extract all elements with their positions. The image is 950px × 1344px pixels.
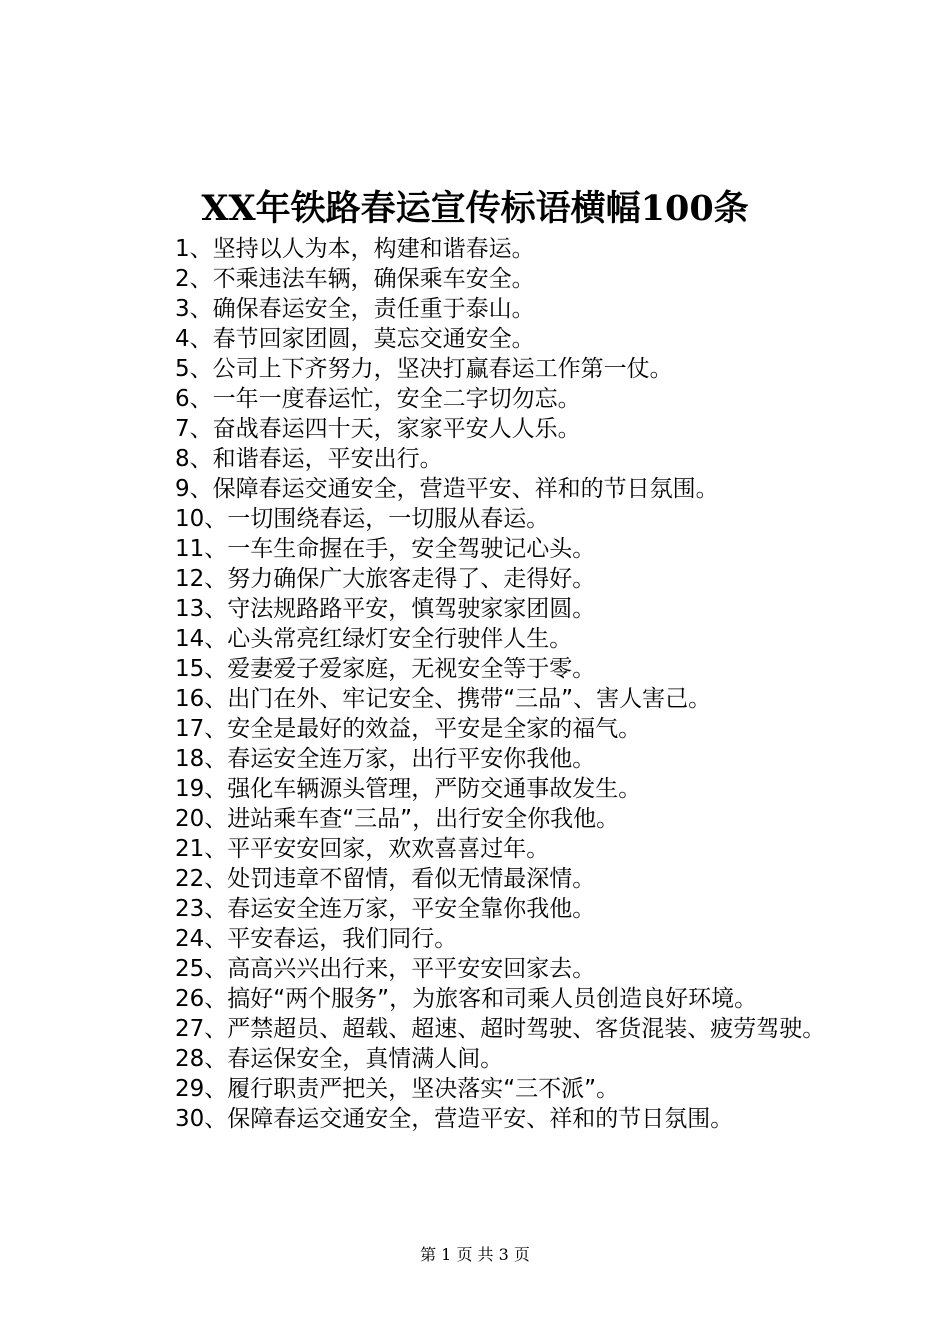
list-item (129, 834, 839, 864)
slogan-text: 25、高高兴兴出行来，平平安安回家去。 (175, 956, 596, 982)
page-number-footer: 第 1 页 共 3 页 (420, 1245, 530, 1264)
slogan-text: 6、一年一度春运忙，安全二字切勿忘。 (175, 386, 581, 412)
slogan-text: 11、一车生命握在手，安全驾驶记心头。 (175, 536, 596, 562)
slogan-text: 16、出门在外、牢记安全、携带“三品”、害人害己。 (175, 686, 712, 712)
list-item (129, 954, 839, 984)
slogan-text: 24、平安春运，我们同行。 (175, 926, 458, 952)
list-item (129, 444, 839, 474)
list-item (129, 384, 839, 414)
slogan-text: 2、不乘违法车辆，确保乘车安全。 (175, 266, 535, 292)
list-item (129, 684, 839, 714)
slogan-text: 15、爱妻爱子爱家庭，无视安全等于零。 (175, 656, 596, 682)
slogan-text: 7、奋战春运四十天，家家平安人人乐。 (175, 416, 581, 442)
slogan-text: 20、进站乘车查“三品”，出行安全你我他。 (175, 806, 620, 832)
list-item (129, 984, 839, 1014)
list-item (129, 1074, 839, 1104)
list-item (129, 714, 839, 744)
list-item (129, 534, 839, 564)
slogan-text: 4、春节回家团圆，莫忘交通安全。 (175, 326, 535, 352)
list-item (129, 1044, 839, 1074)
slogan-text: 8、和谐春运，平安出行。 (175, 446, 443, 472)
list-item (129, 354, 839, 384)
slogan-text: 1、坚持以人为本，构建和谐春运。 (175, 236, 535, 262)
slogan-text: 14、心头常亮红绿灯安全行驶伴人生。 (175, 626, 573, 652)
list-item (129, 774, 839, 804)
list-item (129, 324, 839, 354)
list-item (129, 564, 839, 594)
slogan-text: 19、强化车辆源头管理，严防交通事故发生。 (175, 776, 642, 802)
list-item (129, 264, 839, 294)
slogan-text: 5、公司上下齐努力，坚决打赢春运工作第一仗。 (175, 356, 673, 382)
slogan-text: 9、保障春运交通安全，营造平安、祥和的节日氛围。 (175, 476, 719, 502)
slogan-text: 30、保障春运交通安全，营造平安、祥和的节日氛围。 (175, 1106, 734, 1132)
list-item (129, 1014, 839, 1044)
document-title: XX年铁路春运宣传标语横幅100条 (201, 188, 749, 229)
list-item (129, 504, 839, 534)
list-item (129, 624, 839, 654)
slogan-text: 17、安全是最好的效益，平安是全家的福气。 (175, 716, 642, 742)
slogan-text: 3、确保春运安全，责任重于泰山。 (175, 296, 535, 322)
list-item (129, 594, 839, 624)
slogan-text: 12、努力确保广大旅客走得了、走得好。 (175, 566, 596, 592)
list-item (129, 864, 839, 894)
list-item (129, 894, 839, 924)
slogan-text: 10、一切围绕春运，一切服从春运。 (175, 506, 550, 532)
list-item (129, 744, 839, 774)
list-item (129, 654, 839, 684)
slogan-text: 28、春运保安全，真情满人间。 (175, 1046, 504, 1072)
slogan-text: 29、履行职责严把关，坚决落实“三不派”。 (175, 1076, 620, 1102)
slogan-text: 23、春运安全连万家，平安全靠你我他。 (175, 896, 596, 922)
slogan-text: 13、守法规路路平安，慎驾驶家家团圆。 (175, 596, 596, 622)
slogan-list (129, 234, 839, 1134)
slogan-text: 22、处罚违章不留情，看似无情最深情。 (175, 866, 596, 892)
slogan-text: 18、春运安全连万家，出行平安你我他。 (175, 746, 596, 772)
list-item (129, 414, 839, 444)
slogan-text: 27、严禁超员、超载、超速、超时驾驶、客货混装、疲劳驾驶。 (175, 1016, 826, 1042)
list-item (129, 474, 839, 504)
list-item (129, 924, 839, 954)
slogan-text: 21、平平安安回家，欢欢喜喜过年。 (175, 836, 550, 862)
slogan-text: 26、搞好“两个服务”，为旅客和司乘人员创造良好环境。 (175, 986, 758, 1012)
list-item (129, 1104, 839, 1134)
list-item (129, 804, 839, 834)
list-item (129, 234, 839, 264)
list-item (129, 294, 839, 324)
